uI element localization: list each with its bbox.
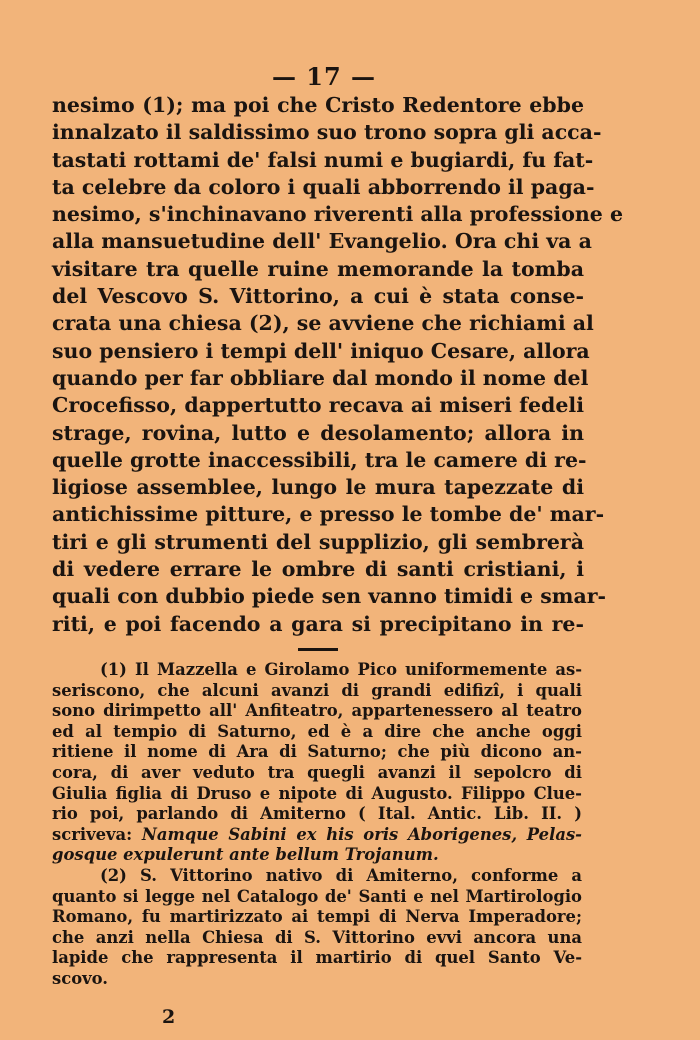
- body-line: quando per far obbliare dal mondo il nome del: [52, 365, 589, 390]
- body-line: Crocefisso, dappertutto recava ai miseri fedeli: [52, 393, 584, 418]
- body-line: ta celebre da coloro i quali abborrendo il paga-: [52, 174, 595, 199]
- body-line: crata una chiesa (2), se avviene che richiami al: [52, 311, 594, 336]
- footnote-1-line: ritiene il nome di Ara di Saturno; che più dicono an-: [52, 742, 582, 762]
- footnote-1-line: cora, di aver veduto tra quegli avanzi il sepolcro di: [52, 762, 582, 782]
- body-line: innalzato il saldissimo suo trono sopra gli acca-: [52, 120, 602, 145]
- footnote-2-line: (2) S. Vittorino nativo di Amiterno, conforme a: [100, 865, 582, 885]
- footnotes: [52, 660, 582, 990]
- footnote-1-line: seriscono, che alcuni avanzi di grandi edifizî, i quali: [52, 680, 582, 700]
- footnote-1-quote-prefix: scriveva:: [52, 824, 133, 844]
- body-line: del Vescovo S. Vittorino, a cui è stata conse-: [52, 284, 584, 309]
- footnote-1-line: sono dirimpetto all' Anfiteatro, appartenessero al teatro: [52, 701, 582, 721]
- body-line: di vedere errare le ombre di santi cristiani, i: [52, 557, 584, 582]
- footnote-divider: [298, 648, 338, 651]
- body-line: visitare tra quelle ruine memorande la tomba: [52, 256, 584, 281]
- page-number: — 17 —: [271, 62, 377, 91]
- footnote-2-line: che anzi nella Chiesa di S. Vittorino evvi ancora una: [52, 927, 582, 947]
- body-line: strage, rovina, lutto e desolamento; allora in: [52, 420, 584, 445]
- footnote-1-line: Giulia figlia di Druso e nipote di Augusto. Filippo Clue-: [52, 783, 582, 803]
- body-line: tiri e gli strumenti del supplizio, gli sembrerà: [52, 529, 584, 554]
- footnote-1-line: (1) Il Mazzella e Girolamo Pico uniformemente as-: [100, 660, 582, 679]
- footnote-1-quote-line: [52, 825, 582, 846]
- signature-mark: 2: [162, 1006, 176, 1028]
- body-line: ligiose assemblee, lungo le mura tapezzate di: [52, 475, 584, 500]
- footnote-1-quote: Namque Sabini ex his oris Aborigenes, Pelas-: [141, 824, 582, 844]
- body-line: nesimo (1); ma poi che Cristo Redentore ebbe: [52, 93, 584, 117]
- body-line: tastati rottami de' falsi numi e bugiardi, fu fat-: [52, 147, 594, 172]
- footnote-1-quote-end: gosque expulerunt ante bellum Trojanum.: [52, 845, 439, 865]
- footnote-2-line: Romano, fu martirizzato ai tempi di Nerva Imperadore;: [52, 907, 582, 927]
- footnote-2-line: quanto si legge nel Catalogo de' Santi e nel Martirologio: [52, 886, 582, 906]
- body-line: riti, e poi facendo a gara si precipitano in re-: [52, 611, 584, 636]
- body-line: antichissime pitture, e presso le tombe de' mar-: [52, 502, 605, 527]
- footnote-2-line: scovo.: [52, 968, 109, 988]
- body-line: quelle grotte inaccessibili, tra le camere di re-: [52, 447, 587, 472]
- body-line: quali con dubbio piede sen vanno timidi e smar-: [52, 584, 607, 609]
- footnote-2-line: lapide che rappresenta il martirio di quel Santo Ve-: [52, 948, 582, 968]
- body-text: [52, 92, 623, 638]
- footnote-1-line: rio poi, parlando di Amiterno ( Ital. Antic. Lib. II. ): [52, 804, 582, 824]
- body-line: alla mansuetudine dell' Evangelio. Ora chi va a: [52, 229, 592, 254]
- body-line: nesimo, s'inchinavano riverenti alla professione e: [52, 202, 623, 227]
- body-line: suo pensiero i tempi dell' iniquo Cesare, allora: [52, 338, 590, 363]
- footnote-1-line: ed al tempio di Saturno, ed è a dire che anche oggi: [52, 721, 582, 741]
